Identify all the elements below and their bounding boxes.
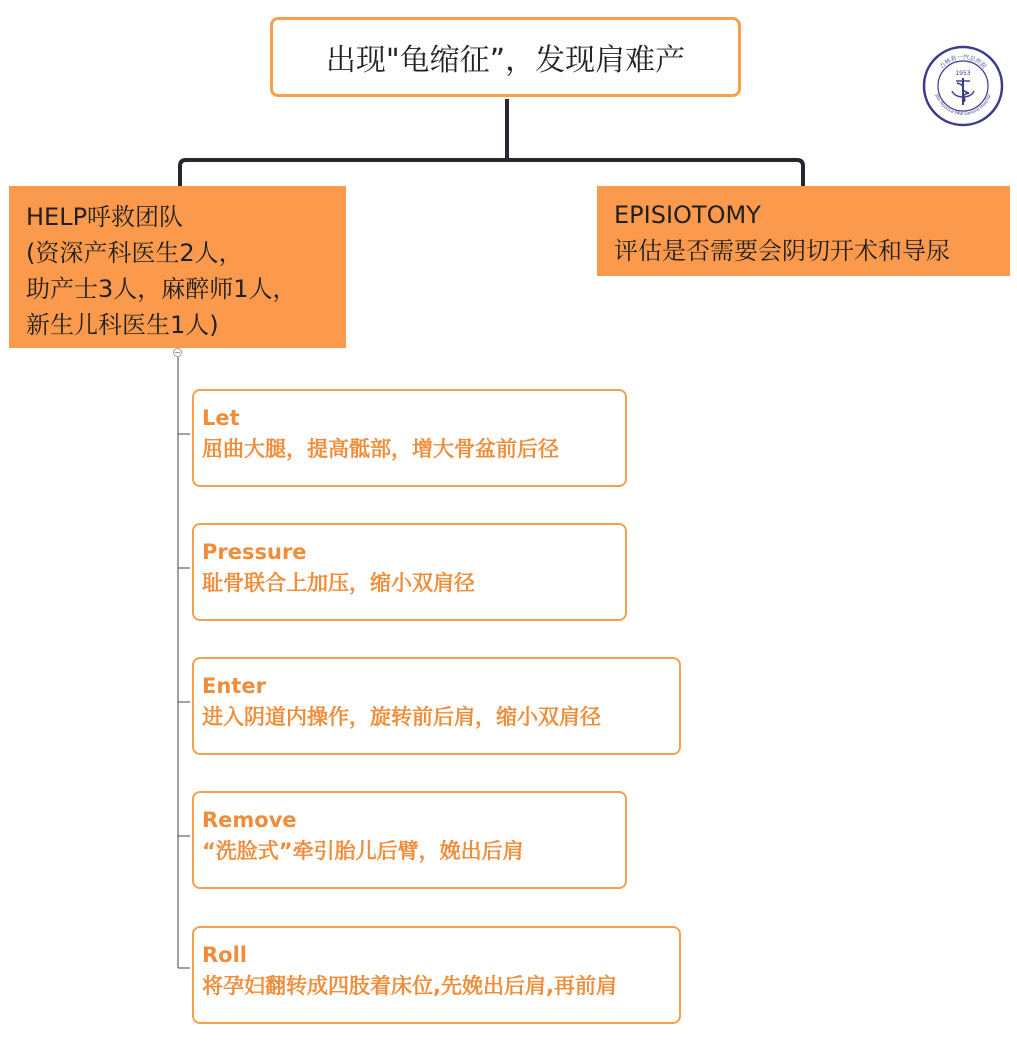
step-title: Remove xyxy=(202,808,297,832)
step-description: 屈曲大腿，提高骶部，增大骨盆前后径 xyxy=(202,437,559,461)
step-enter[interactable] xyxy=(192,657,681,755)
step-roll[interactable] xyxy=(192,926,681,1024)
svg-text:吉林省一汽总医院: 吉林省一汽总医院 xyxy=(938,53,988,71)
step-title: Roll xyxy=(202,943,247,967)
help-line-2: (资深产科医生2人， xyxy=(26,239,243,267)
help-line-3: 助产士3人，麻醉师1人， xyxy=(26,275,297,303)
help-line-4: 新生儿科医生1人) xyxy=(26,311,219,339)
step-description: 将孕妇翻转成四肢着床位,先娩出后肩,再前肩 xyxy=(202,974,617,998)
step-let[interactable] xyxy=(192,389,627,487)
step-remove[interactable] xyxy=(192,791,627,889)
step-pressure[interactable] xyxy=(192,523,627,621)
collapse-toggle-icon[interactable] xyxy=(173,348,182,357)
step-description: “洗脸式”牵引胎儿后臂，娩出后肩 xyxy=(202,839,524,863)
branch-episiotomy[interactable] xyxy=(597,186,1010,276)
hospital-seal-icon xyxy=(922,45,1004,127)
episiotomy-line-1: EPISIOTOMY xyxy=(614,201,761,229)
step-title: Pressure xyxy=(202,540,307,564)
branch-bar-line xyxy=(180,160,803,186)
svg-text:Jilin Province FAW General Hos: Jilin Province FAW General Hospital xyxy=(934,93,992,117)
branch-help-team[interactable] xyxy=(9,186,346,348)
logo-year: 1953 xyxy=(955,70,971,77)
step-title: Let xyxy=(202,406,240,430)
help-line-1: HELP呼救团队 xyxy=(26,203,184,231)
root-node[interactable] xyxy=(270,17,741,97)
step-title: Enter xyxy=(202,674,266,698)
step-description: 进入阴道内操作，旋转前后肩，缩小双肩径 xyxy=(202,705,601,729)
episiotomy-line-2: 评估是否需要会阴切开术和导尿 xyxy=(614,237,950,265)
step-description: 耻骨联合上加压，缩小双肩径 xyxy=(202,571,475,595)
root-title: 出现"龟缩征”，发现肩难产 xyxy=(325,43,686,78)
